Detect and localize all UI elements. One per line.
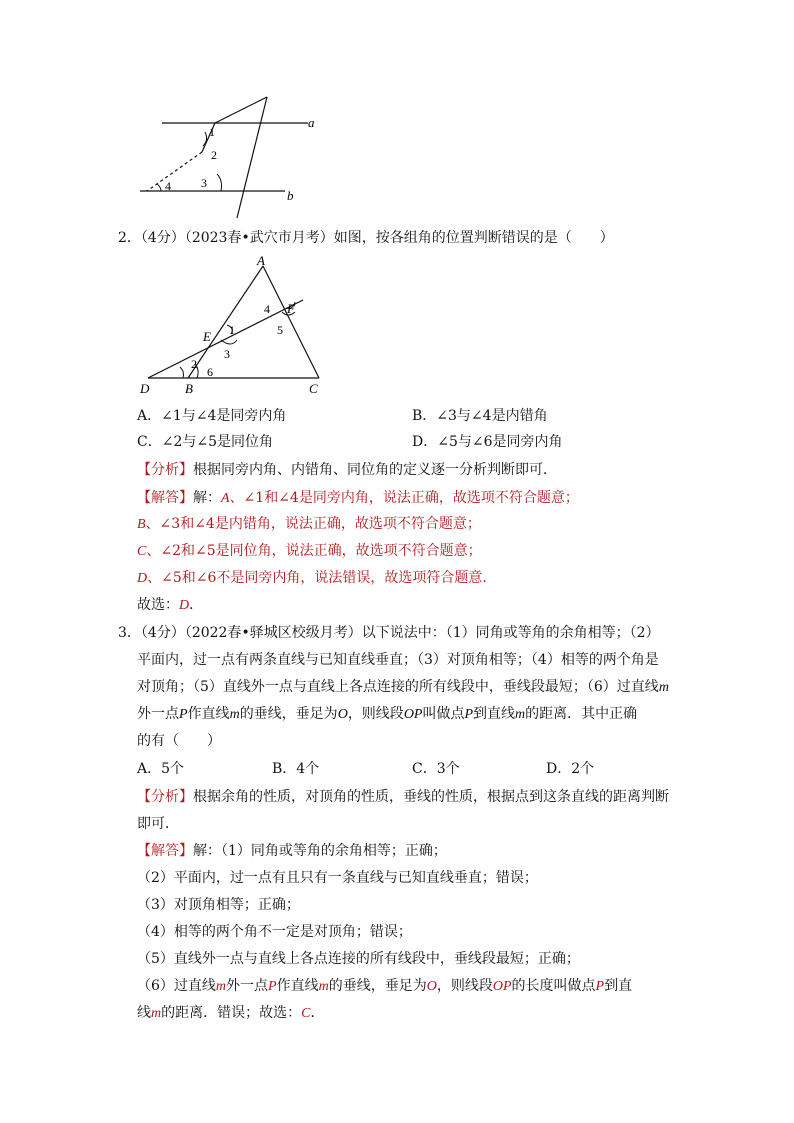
- q2-option-a: A．∠1与∠4是同旁内角: [137, 408, 287, 424]
- angle-label-6: 6: [207, 365, 213, 379]
- q2-option-c: C．∠2与∠5是同位角: [137, 434, 273, 450]
- q3-answer-line-1: 【解答】解：（1）同角或等角的余角相等；正确；: [137, 843, 447, 859]
- label-3: 3: [201, 176, 207, 190]
- q3-option-b: B．4个: [272, 761, 320, 777]
- q3-stem-line-5: 的有（ ）: [137, 733, 221, 749]
- q3-answer-line-5: （5）直线外一点与直线上各点连接的所有线段中，垂线段最短；正确；: [137, 951, 580, 967]
- q2-stem: 2．（4分）（2023春•武穴市月考）如图，按各组角的位置判断错误的是（ ）: [118, 230, 614, 246]
- label-a: a: [308, 115, 315, 130]
- label-b: b: [287, 188, 294, 203]
- angle-label-1: 1: [229, 323, 235, 337]
- answer-tag: 【解答】: [137, 490, 193, 506]
- analysis-text: 根据同旁内角、内错角、同位角的定义逐一分析判断即可．: [193, 462, 557, 478]
- side-ab: [188, 266, 263, 378]
- transversal: [237, 97, 267, 218]
- q3-stem-line-4: 外一点P作直线m的垂线，垂足为O，则线段OP叫做点P到直线m的距离．其中正确: [137, 706, 638, 722]
- vertex-A: A: [257, 253, 265, 268]
- q2-option-b: B．∠3与∠4是内错角: [412, 408, 548, 424]
- side-ac: [263, 266, 319, 378]
- q3-stem-line-3: 对顶角；（5）直线外一点与直线上各点连接的所有线段中，垂线段最短；（6）过直线m: [137, 679, 669, 695]
- q3-option-a: A．5个: [137, 761, 185, 777]
- label-1: 1: [209, 125, 215, 139]
- angle-label-5: 5: [277, 323, 283, 337]
- q3-answer-line-3: （3）对顶角相等；正确；: [137, 897, 300, 913]
- q2-analysis: [137, 460, 557, 480]
- q3-analysis-line-2: 即可．: [137, 816, 179, 832]
- vertex-F: F: [287, 301, 295, 316]
- q3-answer-line-6: （6）过直线m外一点P作直线m的垂线，垂足为O，则线段OP的长度叫做点P到直: [137, 978, 633, 994]
- q3-analysis-line-1: 【分析】根据余角的性质，对顶角的性质，垂线的性质，根据点到这条直线的距离判断: [137, 789, 669, 805]
- vertex-C: C: [309, 381, 318, 396]
- dashed-extension: [147, 152, 202, 191]
- angle-label-2: 2: [191, 357, 197, 371]
- q2-answer-line-1: 【解答】解：A、∠1和∠4是同旁内角，说法正确，故选项不符合题意；: [137, 490, 579, 506]
- q3-stem-line-2: 平面内，过一点有两条直线与已知直线垂直；（3）对顶角相等；（4）相等的两个角是: [137, 652, 659, 668]
- angle-arc: [217, 174, 222, 191]
- figure-parallel-lines: [135, 92, 335, 226]
- q3-answer-line-2: （2）平面内，过一点有且只有一条直线与已知直线垂直；错误；: [137, 870, 538, 886]
- upper-line: [215, 97, 267, 123]
- q2-answer-line-2: B、∠3和∠4是内错角，说法正确，故选项不符合题意；: [137, 516, 481, 532]
- angle-label-4: 4: [264, 302, 270, 316]
- q3-answer-line-4: （4）相等的两个角不一定是对顶角；错误；: [137, 924, 412, 940]
- angle-arc: [180, 367, 184, 378]
- vertex-E: E: [203, 329, 211, 344]
- label-4: 4: [165, 179, 171, 193]
- line-df: [148, 300, 303, 378]
- q3-stem-line-1: 3．（4分）（2022春•驿城区校级月考）以下说法中：（1）同角或等角的余角相等；（2）: [118, 625, 660, 641]
- q3-answer-line-7: 线m的距离．错误；故选：C．: [137, 1005, 325, 1021]
- analysis-tag: 【分析】: [137, 462, 193, 478]
- q2-choose: 故选：D．: [137, 597, 204, 613]
- angle-label-3: 3: [224, 347, 230, 361]
- label-2: 2: [211, 148, 217, 162]
- q2-answer-line-4: D、∠5和∠6不是同旁内角，说法错误，故选项符合题意．: [137, 570, 497, 586]
- vertex-D: D: [140, 381, 150, 396]
- q3-option-c: C．3个: [412, 761, 460, 777]
- angle-arc: [157, 184, 161, 191]
- q3-option-d: D．2个: [546, 761, 595, 777]
- vertex-B: B: [185, 381, 193, 396]
- q2-option-d: D．∠5与∠6是同旁内角: [412, 434, 563, 450]
- figure-triangle: [135, 252, 335, 400]
- q2-answer-line-3: C、∠2和∠5是同位角，说法正确，故选项不符合题意；: [137, 543, 482, 559]
